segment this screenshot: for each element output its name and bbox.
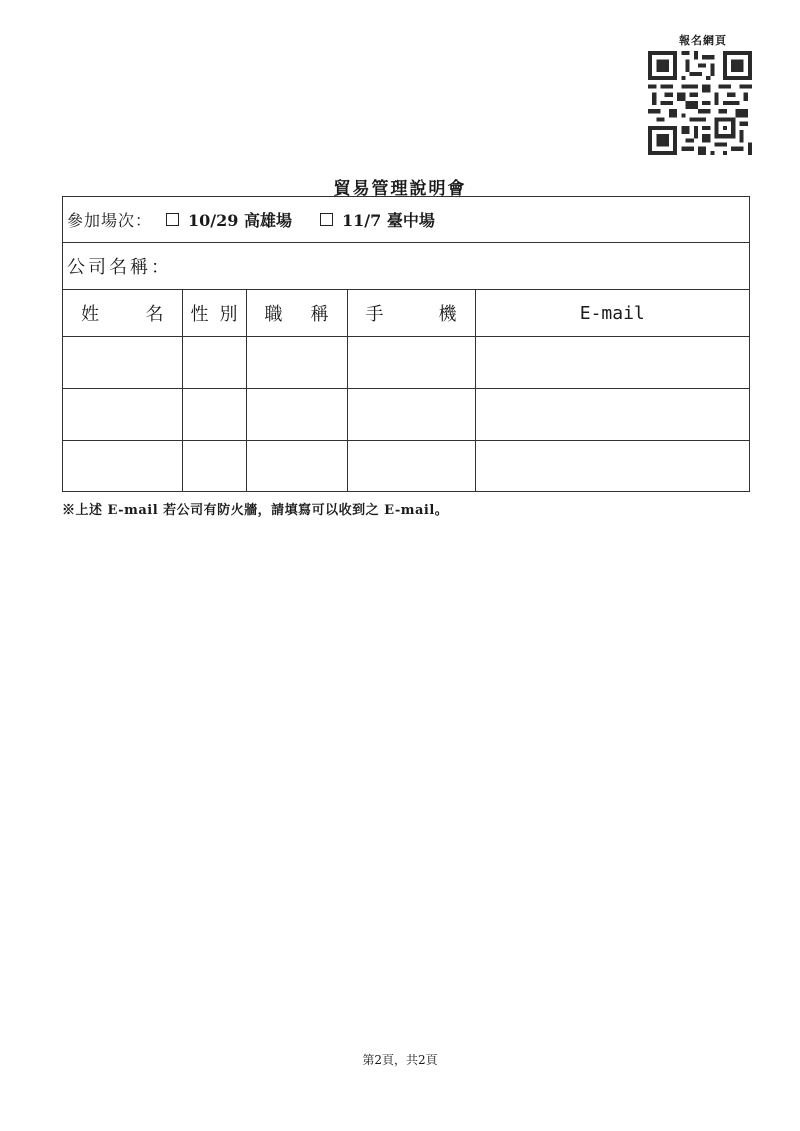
header-mobile: 手 機 — [347, 290, 475, 337]
cell-email[interactable] — [475, 337, 749, 389]
header-gender: 性 別 — [182, 290, 246, 337]
cell-gender[interactable] — [182, 389, 246, 441]
option-taichung-venue: 臺中場 — [386, 211, 435, 230]
cell-mobile[interactable] — [347, 441, 475, 493]
cell-email[interactable] — [475, 441, 749, 493]
registration-form — [62, 196, 750, 492]
option-taichung-date: 11/7 — [341, 211, 382, 230]
cell-name[interactable] — [63, 337, 182, 389]
option-taichung — [342, 208, 435, 231]
email-note: ※上述 E-mail 若公司有防火牆，請填寫可以收到之 E-mail。 — [62, 503, 449, 518]
table-row — [63, 337, 749, 389]
table-row — [63, 389, 749, 441]
cell-name[interactable] — [63, 441, 182, 493]
qr-label: 報名網頁 — [679, 34, 727, 47]
qr-code-image[interactable] — [648, 51, 752, 155]
session-row — [63, 197, 749, 243]
cell-title[interactable] — [246, 337, 347, 389]
form-title: 貿易管理說明會 — [333, 179, 467, 199]
cell-title[interactable] — [246, 441, 347, 493]
cell-title[interactable] — [246, 389, 347, 441]
option-kaohsiung-venue: 高雄場 — [243, 211, 292, 230]
cell-email[interactable] — [475, 389, 749, 441]
option-kaohsiung-date: 10/29 — [188, 211, 239, 230]
cell-mobile[interactable] — [347, 337, 475, 389]
qr-code-block — [646, 32, 752, 155]
cell-mobile[interactable] — [347, 389, 475, 441]
option-kaohsiung — [188, 208, 292, 231]
cell-name[interactable] — [63, 389, 182, 441]
header-name: 姓 名 — [63, 290, 182, 337]
cell-gender[interactable] — [182, 337, 246, 389]
header-title: 職 稱 — [246, 290, 347, 337]
page-number: 第2頁，共2頁 — [362, 1053, 438, 1067]
company-row[interactable] — [63, 243, 749, 290]
cell-gender[interactable] — [182, 441, 246, 493]
checkbox-kaohsiung[interactable] — [166, 213, 179, 226]
attendee-table — [63, 290, 749, 492]
company-name-label: 公司名稱： — [67, 257, 172, 278]
checkbox-taichung[interactable] — [320, 213, 333, 226]
session-label: 參加場次： — [67, 211, 153, 230]
table-header-row — [63, 290, 749, 337]
table-row — [63, 441, 749, 493]
header-email: E-mail — [475, 290, 749, 337]
